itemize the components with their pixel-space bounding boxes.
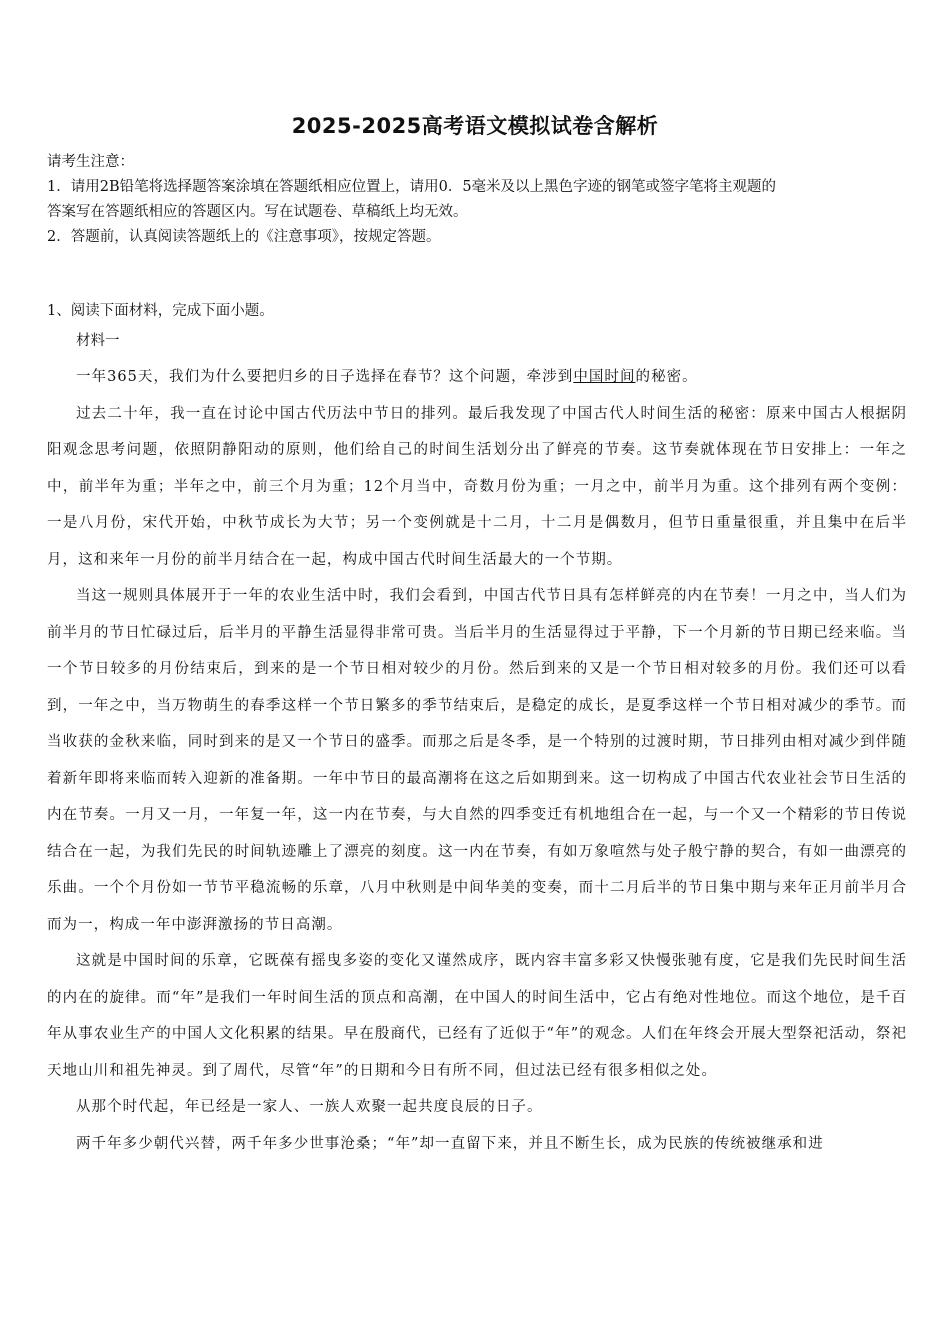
paragraph-6: 两千年多少朝代兴替，两千年多少世事沧桑；“年”却一直留下来，并且不断生长，成为民族的传统被继承和进: [76, 1135, 824, 1152]
exam-notice: [47, 150, 917, 250]
question-heading: 1、阅读下面材料，完成下面小题。: [47, 303, 274, 319]
material-title: 材料一: [76, 333, 120, 349]
notice-item-2: 2．答题前，认真阅读答题纸上的《注意事项》，按规定答题。: [47, 229, 441, 245]
paragraph-1-tail: 的秘密。: [635, 369, 698, 385]
page-title: 2025-2025高考语文模拟试卷含解析: [291, 114, 659, 138]
paragraph-4: 这就是中国时间的乐章，它既葆有摇曳多姿的变化又谨然成序，既内容丰富多彩又快慢张驰有度，它是我们先民时间生活的内在的旋律。而“年”是我们一年时间生活的顶点和高潮，在中国人的时间生活中，它占有绝对性地位。而这个地位，是千百年从事农业生产的中国人文化积累的结果。早在殷商代，已经有了近似于“年”的观念。人们在年终会开展大型祭祀活动，祭祀天地山川和祖先神灵。到了周代，尽管“年”的日期和今日有所不同，但过法已经有很多相似之处。: [47, 953, 907, 1079]
paragraph-2: 过去二十年，我一直在讨论中国古代历法中节日的排列。最后我发现了中国古代人时间生活的秘密：原来中国古人根据阴阳观念思考问题，依照阴静阳动的原则，他们给自己的时间生活划分出了鲜亮的节奏。这节奏就体现在节日安排上：一年之中，前半年为重；半年之中，前三个月为重；12个月当中，奇数月份为重；一月之中，前半月为重。这个排列有两个变例：一是八月份，宋代开始，中秋节成长为大节；另一个变例就是十二月，十二月是偶数月，但节日重量很重，并且集中在后半月，这和来年一月份的前半月结合在一起，构成中国古代时间生活最大的一个节期。: [47, 405, 907, 568]
notice-heading: 请考生注意：: [47, 154, 134, 170]
underlined-term: 中国时间: [573, 369, 636, 385]
paragraph-1: [47, 359, 907, 396]
paragraph-3: 当这一规则具体展开于一年的农业生活中时，我们会看到，中国古代节日具有怎样鲜亮的内在节奏！一月之中，当人们为前半月的节日忙碌过后，后半月的平静生活显得非常可贵。当后半月的生活显得过于平静，下一个月新的节日期已经来临。当一个节日较多的月份结束后，到来的是一个节日相对较少的月份。然后到来的又是一个节日相对较多的月份。我们还可以看到，一年之中，当万物萌生的春季这样一个节日繁多的季节结束后，是稳定的成长，是夏季这样一个节日相对减少的季节。而当收获的金秋来临，同时到来的是又一个节日的盛季。而那之后是冬季，是一个特别的过渡时期，节日排列由相对减少到伴随着新年即将来临而转入迎新的准备期。一年中节日的最高潮将在这之后如期到来。这一切构成了中国古代农业社会节日生活的内在节奏。一月又一月，一年复一年，这一内在节奏，与大自然的四季变迁有机地组合在一起，与一个又一个精彩的节日传说结合在一起，为我们先民的时间轨迹雕上了漂亮的刻度。这一内在节奏，有如万象喧然与处子般宁静的契合，有如一曲漂亮的乐曲。一个个月份如一节节平稳流畅的乐章，八月中秋则是中间华美的变奏，而十二月后半的节日集中期与来年正月前半月合而为一，构成一年中澎湃激扬的节日高潮。: [47, 588, 907, 933]
paragraph-5: 从那个时代起，年已经是一家人、一族人欢聚一起共度良辰的日子。: [76, 1099, 543, 1115]
reading-question: [47, 298, 907, 1162]
notice-item-1-line-1: 1．请用2B铅笔将选择题答案涂填在答题纸相应位置上，请用0．5毫米及以上黑色字迹的钢笔或签字笔将主观题的: [47, 179, 777, 195]
notice-item-1-line-2: 答案写在答题纸相应的答题区内。写在试题卷、草稿纸上均无效。: [47, 204, 468, 220]
paragraph-1-text: 一年365天，我们为什么要把归乡的日子选择在春节？这个问题，牵涉到: [76, 369, 574, 385]
